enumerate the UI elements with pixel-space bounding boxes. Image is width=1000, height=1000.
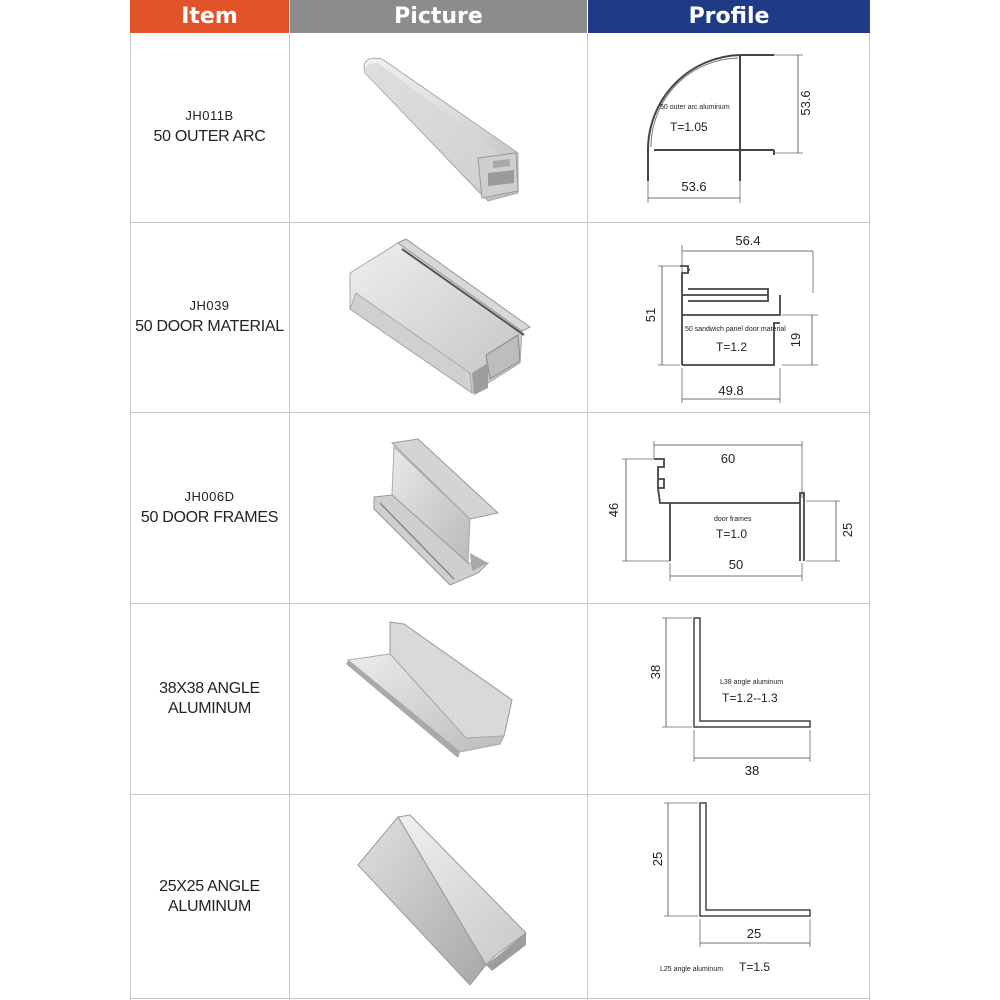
- item-cell: [130, 795, 289, 998]
- item-code: JH006D: [184, 488, 235, 504]
- dim-right: 19: [788, 332, 803, 348]
- item-cell: [130, 223, 289, 412]
- dim-left: 46: [606, 502, 621, 518]
- angle-38-photo: [290, 604, 587, 794]
- item-name: 50 DOOR MATERIAL: [135, 318, 284, 335]
- dim-width: 53.6: [681, 179, 707, 194]
- thickness-value: T=1.5: [739, 960, 771, 974]
- dim-height: 53.6: [798, 90, 813, 116]
- dim-left: 51: [643, 307, 658, 323]
- table-border-bottom: [130, 998, 870, 999]
- dim-right: 25: [840, 522, 855, 538]
- dim-bottom: 49.8: [718, 383, 744, 398]
- item-name: 50 OUTER ARC: [153, 128, 266, 145]
- picture-cell: [290, 795, 587, 998]
- picture-cell: [290, 604, 587, 794]
- item-name-line2: ALUMINUM: [168, 897, 251, 915]
- product-table: [130, 0, 870, 1000]
- door-material-profile-photo: [290, 223, 587, 412]
- item-name-line1: 25X25 ANGLE: [159, 877, 260, 895]
- picture-cell: [290, 223, 587, 412]
- header-item-label: Item: [181, 4, 238, 29]
- header-profile-label: Profile: [688, 4, 770, 29]
- profile-cell: [588, 413, 870, 603]
- header-picture: [290, 0, 587, 33]
- dim-top: 56.4: [735, 233, 761, 248]
- profile-cell: [588, 604, 870, 794]
- table-row: [130, 223, 870, 412]
- profile-cell: [588, 795, 870, 998]
- profile-cell: [588, 33, 870, 222]
- header-picture-label: Picture: [394, 4, 483, 29]
- thickness-value: T=1.0: [716, 527, 748, 541]
- door-frame-profile-photo: [290, 413, 587, 603]
- dim-height: 25: [650, 851, 665, 867]
- item-cell: [130, 33, 289, 222]
- angle-38-profile-drawing: [588, 604, 870, 794]
- header-profile: [588, 0, 870, 33]
- picture-cell: [290, 33, 587, 222]
- outer-arc-profile-photo: [290, 33, 587, 222]
- item-code: JH039: [189, 298, 230, 313]
- angle-25-profile-drawing: [588, 795, 870, 998]
- angle-25-photo: [290, 795, 587, 998]
- item-cell: [130, 604, 289, 794]
- picture-cell: [290, 413, 587, 603]
- thickness-value: T=1.2--1.3: [722, 691, 778, 705]
- dim-width: 38: [744, 763, 760, 778]
- item-name-line2: ALUMINUM: [168, 700, 251, 717]
- profile-label: 50 sandwich panel door material: [685, 326, 786, 333]
- table-row: [130, 795, 870, 998]
- door-frame-profile-drawing: [588, 413, 870, 603]
- item-code: JH011B: [185, 108, 234, 123]
- item-name: 50 DOOR FRAMES: [140, 508, 279, 526]
- dim-height: 38: [648, 664, 663, 680]
- thickness-value: T=1.05: [670, 120, 708, 134]
- door-material-profile-drawing: [588, 223, 870, 412]
- profile-cell: [588, 223, 870, 412]
- header-item: [130, 0, 289, 33]
- dim-bottom: 50: [728, 557, 744, 572]
- profile-label: door frames: [714, 516, 752, 523]
- table-row: [130, 604, 870, 794]
- dim-top: 60: [720, 451, 736, 466]
- outer-arc-profile-drawing: [588, 33, 870, 222]
- profile-label: L38 angle aluminum: [720, 679, 784, 686]
- table-row: [130, 33, 870, 222]
- profile-label: L25 angle aluminum: [660, 966, 724, 973]
- item-cell: [130, 413, 289, 603]
- thickness-value: T=1.2: [716, 340, 748, 354]
- dim-width: 25: [746, 926, 762, 941]
- item-name-line1: 38X38 ANGLE: [159, 680, 260, 697]
- profile-label: 50 outer arc aluminum: [660, 104, 730, 111]
- table-row: [130, 413, 870, 603]
